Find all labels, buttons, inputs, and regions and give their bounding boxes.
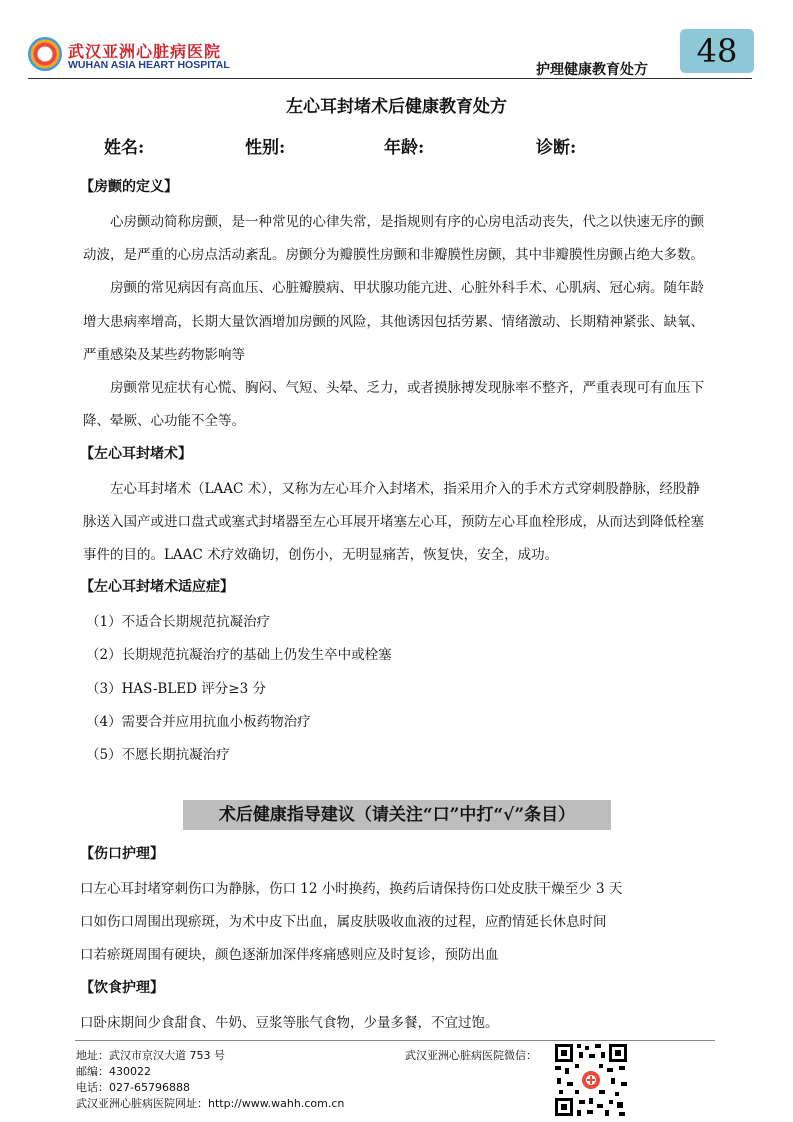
af-paragraph-2-line-2: 增大患病率增高，长期大量饮酒增加房颤的风险，其他诱因包括劳累、情绪激动、长期精神紧张、缺氧、 <box>83 314 704 330</box>
indication-item: （3）HAS-BLED 评分≥3 分 <box>86 681 266 697</box>
header-divider <box>28 78 752 79</box>
wechat-qr-code-icon <box>553 1042 629 1118</box>
postop-guidance-banner: 术后健康指导建议（请关注“口”中打“√”条目） <box>183 800 611 830</box>
diagnosis-field-label: 诊断: <box>536 138 577 158</box>
diet-checkbox-item[interactable]: 口卧床期间少食甜食、牛奶、豆浆等胀气食物，少量多餐，不宜过饱。 <box>80 1015 499 1031</box>
section-heading-wound-care: 【伤口护理】 <box>80 846 164 862</box>
footer-website[interactable]: 武汉亚洲心脏病医院网址：http://www.wahh.com.cn <box>76 1097 345 1110</box>
age-field-label: 年龄: <box>384 138 425 158</box>
section-heading-af-definition: 【房颤的定义】 <box>80 179 178 195</box>
footer-phone: 电话：027-65796888 <box>76 1081 190 1094</box>
header-section-title: 护理健康教育处方 <box>536 62 648 78</box>
document-title: 左心耳封堵术后健康教育处方 <box>286 97 507 117</box>
wound-care-checkbox-item[interactable]: 口左心耳封堵穿刺伤口为静脉，伤口 12 小时换药，换药后请保持伤口处皮肤干燥至少 3 天 <box>80 881 623 897</box>
hospital-logo <box>28 37 288 77</box>
wound-care-checkbox-item[interactable]: 口若瘀斑周围有硬块，颜色逐渐加深伴疼痛感则应及时复诊，预防出血 <box>80 947 499 963</box>
indication-item: （4）需要合并应用抗血小板药物治疗 <box>86 714 311 730</box>
page-number-badge: 48 <box>680 29 754 73</box>
section-heading-indications: 【左心耳封堵术适应症】 <box>80 579 234 595</box>
gender-field-label: 性别: <box>245 138 286 158</box>
af-paragraph-3-line-1: 房颤常见症状有心慌、胸闷、气短、头晕、乏力，或者摸脉搏发现脉率不整齐，严重表现可有血压下 <box>110 380 704 396</box>
laac-paragraph-line-1: 左心耳封堵术（LAAC 术），又称为左心耳介入封堵术，指采用介入的手术方式穿刺股静脉，经股静 <box>110 481 700 497</box>
indication-item: （2）长期规范抗凝治疗的基础上仍发生卒中或栓塞 <box>86 647 392 663</box>
footer-postcode: 邮编：430022 <box>76 1065 151 1078</box>
indication-item: （1）不适合长期规范抗凝治疗 <box>86 614 271 630</box>
af-paragraph-3-line-2: 降、晕厥、心功能不全等。 <box>83 413 245 429</box>
af-paragraph-2-line-3: 严重感染及某些药物影响等 <box>83 347 245 363</box>
af-paragraph-2-line-1: 房颤的常见病因有高血压、心脏瓣膜病、甲状腺功能亢进、心脏外科手术、心肌病、冠心病。随年龄 <box>110 280 704 296</box>
footer-divider <box>75 1040 715 1041</box>
af-paragraph-1-line-2: 动波，是严重的心房点活动紊乱。房颤分为瓣膜性房颤和非瓣膜性房颤，其中非瓣膜性房颤占绝大多数。 <box>83 247 704 263</box>
section-heading-diet: 【饮食护理】 <box>80 980 164 996</box>
laac-paragraph-line-3: 事件的目的。LAAC 术疗效确切，创伤小，无明显痛苦，恢复快，安全，成功。 <box>83 547 559 563</box>
af-paragraph-1-line-1: 心房颤动简称房颤，是一种常见的心律失常，是指规则有序的心房电活动丧失，代之以快速无序的颤 <box>110 214 704 230</box>
section-heading-laac: 【左心耳封堵术】 <box>80 446 192 462</box>
heart-logo-icon <box>28 37 62 71</box>
footer-address: 地址：武汉市京汉大道 753 号 <box>76 1049 225 1062</box>
logo-english-name: WUHAN ASIA HEART HOSPITAL <box>68 59 230 71</box>
footer-wechat-label: 武汉亚洲心脏病医院微信： <box>405 1049 537 1062</box>
indication-item: （5）不愿长期抗凝治疗 <box>86 747 230 763</box>
wound-care-checkbox-item[interactable]: 口如伤口周围出现瘀斑，为术中皮下出血，属皮肤吸收血液的过程，应酌情延长休息时间 <box>80 914 607 930</box>
laac-paragraph-line-2: 脉送入国产或进口盘式或塞式封堵器至左心耳展开堵塞左心耳，预防左心耳血栓形成，从而达到降低栓塞 <box>83 514 704 530</box>
name-field-label: 姓名: <box>104 138 145 158</box>
logo-chinese-name: 武汉亚洲心脏病医院 <box>68 42 222 61</box>
